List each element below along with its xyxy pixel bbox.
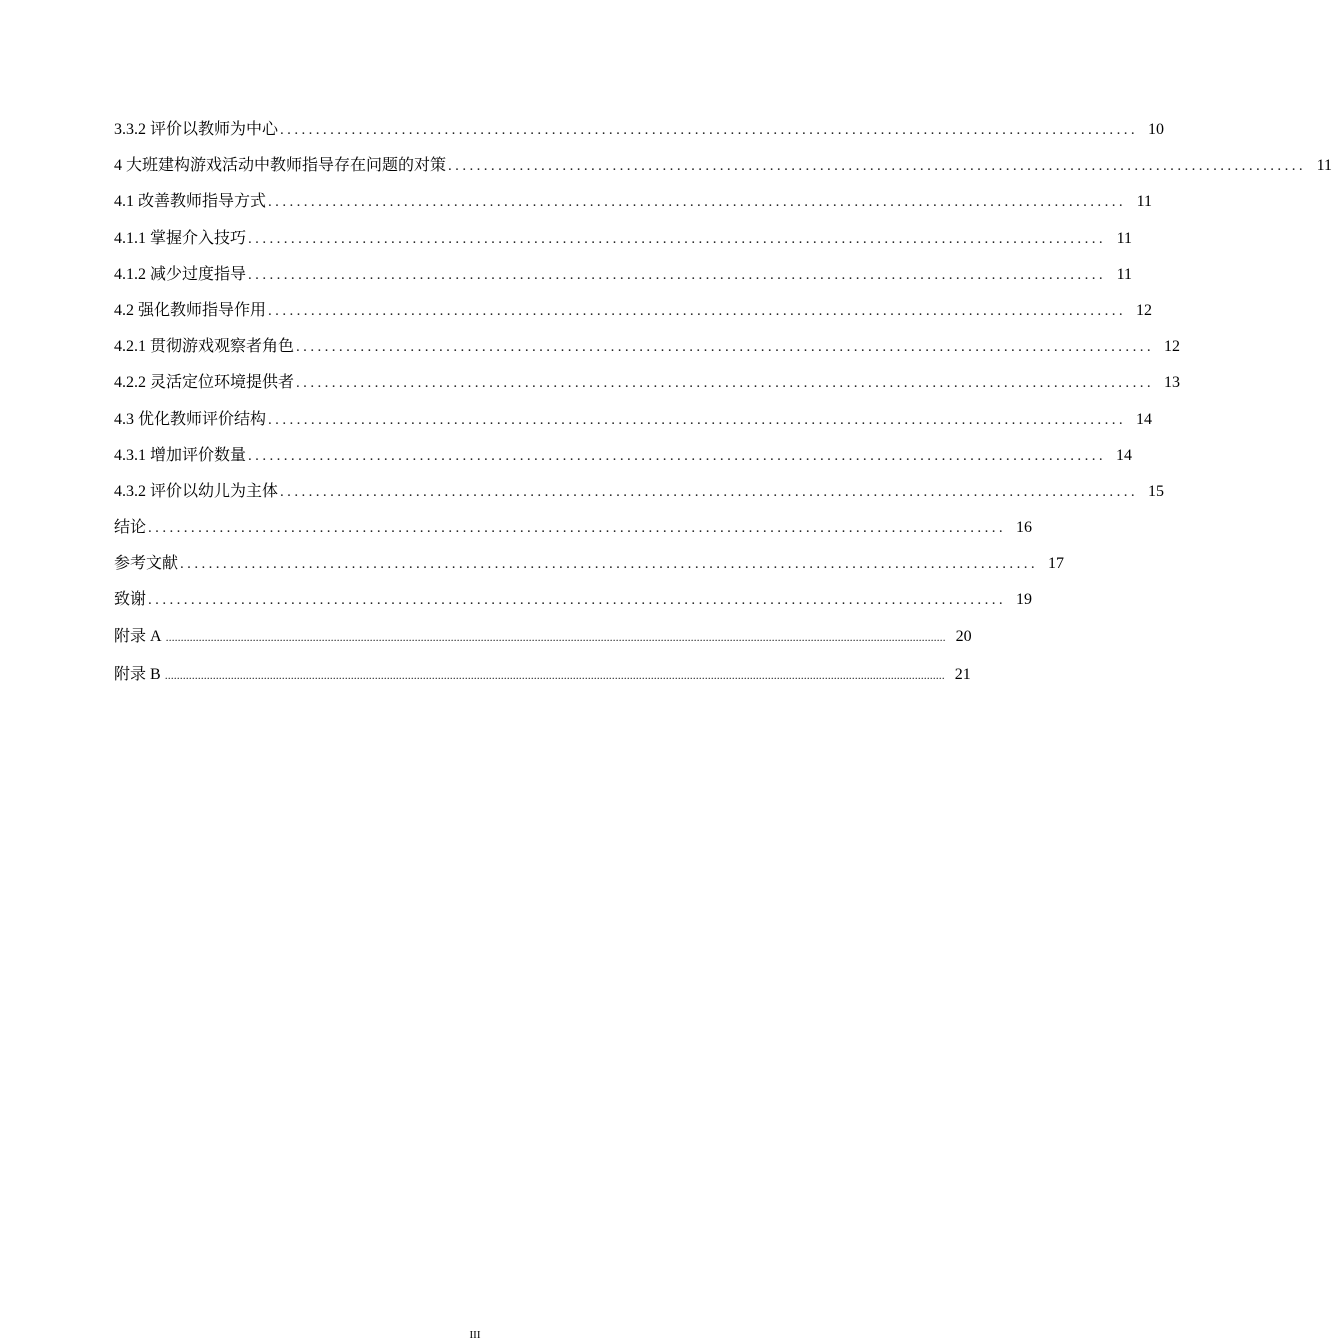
toc-dot-leader: ....................................................................................................................................................................................................................................................................	[165, 629, 946, 644]
toc-entry-title: 4.2.2 灵活定位环境提供者	[114, 374, 295, 392]
toc-entry-title: 4 大班建构游戏活动中教师指导存在问题的对策	[114, 157, 447, 175]
toc-dot-leader: ........................................................................................................................	[268, 411, 1127, 428]
toc-entry-page: 11	[1316, 157, 1332, 175]
toc-entry-title: 4.3.1 增加评价数量	[114, 446, 247, 464]
toc-entry[interactable]	[114, 625, 972, 663]
toc-dot-leader: ....................................................................................................................................................................................................................................................................	[164, 667, 945, 682]
toc-entry-page: 20	[955, 627, 972, 645]
toc-entry-title: 附录 B	[114, 665, 161, 683]
toc-entry-title: 4.3 优化教师评价结构	[114, 410, 267, 428]
toc-dot-leader: ........................................................................................................................	[280, 122, 1139, 138]
toc-entry-title: 结论	[114, 519, 147, 537]
toc-entry-title: 4.1.2 减少过度指导	[114, 265, 247, 283]
toc-entry[interactable]	[114, 552, 1065, 588]
toc-entry-title: 参考文献	[114, 555, 179, 573]
toc-entry-page: 17	[1048, 555, 1065, 573]
toc-dot-leader: ........................................................................................................................	[280, 483, 1139, 500]
toc-entry[interactable]	[114, 480, 1165, 516]
toc-entry-page: 16	[1016, 519, 1033, 537]
toc-entry[interactable]	[114, 335, 1181, 371]
toc-entry[interactable]	[114, 118, 1165, 154]
toc-entry[interactable]	[114, 227, 1133, 263]
toc-dot-leader: ........................................................................................................................	[296, 339, 1155, 356]
toc-dot-leader: ........................................................................................................................	[448, 158, 1307, 175]
toc-dot-leader: ........................................................................................................................	[296, 375, 1155, 392]
toc-entry[interactable]	[114, 263, 1133, 299]
toc-entry[interactable]	[114, 408, 1153, 444]
toc-entry-page: 21	[954, 665, 971, 683]
toc-dot-leader: ........................................................................................................................	[268, 194, 1127, 211]
toc-entry-page: 14	[1136, 410, 1153, 428]
toc-entry-title: 4.3.2 评价以幼儿为主体	[114, 482, 279, 500]
toc-entry-title: 附录 A	[114, 627, 162, 645]
toc-dot-leader: ........................................................................................................................	[148, 592, 1007, 609]
toc-entry-page: 11	[1116, 265, 1133, 283]
toc-entry[interactable]	[114, 371, 1181, 407]
table-of-contents	[114, 118, 1332, 701]
toc-entry[interactable]	[114, 663, 971, 701]
page-number: III	[469, 1329, 481, 1341]
toc-entry[interactable]	[114, 154, 1332, 190]
toc-entry-title: 3.3.2 评价以教师为中心	[114, 121, 279, 138]
toc-entry-title: 4.2 强化教师指导作用	[114, 301, 267, 319]
toc-entry-page: 19	[1016, 591, 1033, 609]
toc-entry-title: 4.1.1 掌握介入技巧	[114, 229, 247, 247]
toc-dot-leader: ........................................................................................................................	[248, 230, 1107, 247]
toc-entry[interactable]	[114, 444, 1133, 480]
toc-entry-page: 12	[1164, 338, 1181, 356]
toc-dot-leader: ........................................................................................................................	[148, 520, 1007, 537]
toc-dot-leader: ........................................................................................................................	[268, 302, 1127, 319]
toc-entry[interactable]	[114, 190, 1153, 226]
toc-entry-page: 10	[1148, 121, 1165, 138]
toc-entry-page: 14	[1116, 446, 1133, 464]
toc-entry[interactable]	[114, 299, 1153, 335]
toc-entry-page: 11	[1136, 193, 1153, 211]
toc-entry-title: 4.2.1 贯彻游戏观察者角色	[114, 338, 295, 356]
toc-entry[interactable]	[114, 516, 1033, 552]
toc-dot-leader: ........................................................................................................................	[248, 447, 1107, 464]
toc-dot-leader: ........................................................................................................................	[180, 556, 1039, 573]
toc-entry-page: 13	[1164, 374, 1181, 392]
toc-entry-page: 11	[1116, 229, 1133, 247]
toc-dot-leader: ........................................................................................................................	[248, 266, 1107, 283]
toc-entry-title: 4.1 改善教师指导方式	[114, 193, 267, 211]
toc-entry[interactable]	[114, 588, 1033, 624]
toc-entry-page: 15	[1148, 482, 1165, 500]
toc-entry-title: 致谢	[114, 591, 147, 609]
toc-entry-page: 12	[1136, 301, 1153, 319]
